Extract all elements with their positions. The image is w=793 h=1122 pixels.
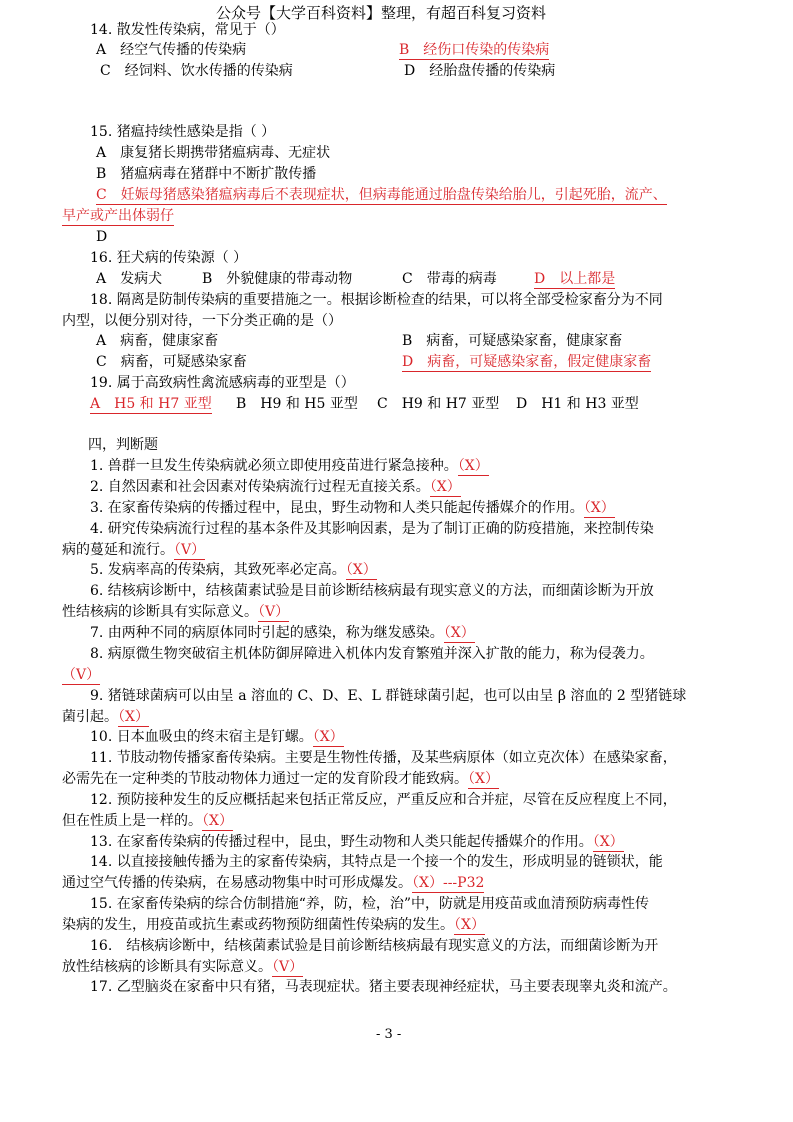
judgement-12-line1: 12. 预防接种发生的反应概括起来包括正常反应，严重反应和合并症，尽管在反应程度上不同， [90,792,677,808]
q18-option-b: B 病畜，可疑感染家畜，健康家畜 [402,333,623,349]
q16-option-c: C 带毒的病毒 [402,271,497,287]
judgement-15-line1: 15. 在家畜传染病的综合仿制措施“养，防，检，治”中，防就是用疫苗或血清预防病毒性传 [90,896,650,912]
judgement-2: 2. 自然因素和社会因素对传染病流行过程无直接关系。（X） [90,479,461,495]
judgement-1: 1. 兽群一旦发生传染病就必须立即使用疫苗进行紧急接种。（X） [90,458,489,474]
q14-option-d: D 经胎盘传播的传染病 [404,63,556,79]
q16-option-d: D 以上都是 [534,271,616,287]
judgement-9-line2: 菌引起。（X） [62,709,149,725]
q18-option-a: A 病畜，健康家畜 [96,333,219,349]
judgement-13: 13. 在家畜传染病的传播过程中，昆虫，野生动物和人类只能起传播媒介的作用。（X） [90,834,624,850]
q19-stem: 19. 属于高致病性禽流感病毒的亚型是（） [90,375,355,391]
q14-option-c: C 经饲料、饮水传播的传染病 [100,63,293,79]
judgement-12-line2: 但在性质上是一样的。（X） [62,813,233,829]
judgement-14-line2: 通过空气传播的传染病，在易感动物集中时可形成爆发。（X）---P32 [62,875,485,891]
judgement-8-answer: （V） [62,667,101,683]
judgement-6-line2: 性结核病的诊断具有实际意义。（V） [62,604,290,620]
q18-stem-line2: 内型，以便分别对待，一下分类正确的是（） [62,313,342,329]
q15-option-a: A 康复猪长期携带猪瘟病毒、无症状 [96,145,331,161]
judgement-6-line1: 6. 结核病诊断中，结核菌素试验是目前诊断结核病最有现实意义的方法，而细菌诊断为开放 [90,583,654,599]
q16-option-a: A 发病犬 [96,271,163,287]
q15-option-d: D [96,229,108,245]
page-number: - 3 - [376,1027,402,1042]
q14-stem: 14. 散发性传染病，常见于（） [90,22,285,38]
page-header: 公众号【大学百科资料】整理，有超百科复习资料 [216,4,547,22]
judgement-11-line2: 必需先在一定种类的节肢动物体力通过一定的发育阶段才能致病。（X） [62,771,499,787]
q19-option-b: B H9 和 H5 亚型 [236,396,358,412]
q15-option-b: B 猪瘟病毒在猪群中不断扩散传播 [96,166,317,182]
judgement-8-line1: 8. 病原微生物突破宿主机体防御屏障进入机体内发育繁殖并深入扩散的能力，称为侵袭力。 [90,646,654,662]
q14-option-a: A 经空气传播的传染病 [96,42,247,58]
judgement-4-line1: 4. 研究传染病流行过程的基本条件及其影响因素，是为了制订正确的防疫措施，来控制传染 [90,521,654,537]
q18-option-c: C 病畜，可疑感染家畜 [96,354,247,370]
q18-stem-line1: 18. 隔离是防制传染病的重要措施之一。根据诊断检查的结果，可以将全部受检家畜分为不同 [90,292,663,308]
judgement-5: 5. 发病率高的传染病，其致死率必定高。（X） [90,562,377,578]
judgement-10: 10. 日本血吸虫的终末宿主是钉螺。（X） [90,729,344,745]
q16-stem: 16. 狂犬病的传染源（ ） [90,250,248,266]
judgement-16-line2: 放性结核病的诊断具有实际意义。（V） [62,959,304,975]
q15-stem: 15. 猪瘟持续性感染是指（ ） [90,124,276,140]
judgement-11-line1: 11. 节肢动物传播家畜传染病。主要是生物性传播，及某些病原体（如立克次体）在感染家畜， [90,750,677,766]
judgement-16-line1: 16. 结核病诊断中，结核菌素试验是目前诊断结核病最有现实意义的方法，而细菌诊断为开 [90,938,659,954]
judgement-7: 7. 由两种不同的病原体同时引起的感染，称为继发感染。（X） [90,625,475,641]
q14-option-b: B 经伤口传染的传染病 [399,42,550,58]
q18-option-d: D 病畜，可疑感染家畜，假定健康家畜 [402,354,652,370]
judgement-4-line2: 病的蔓延和流行。（V） [62,542,206,558]
q16-option-b: B 外貌健康的带毒动物 [202,271,353,287]
judgement-14-line1: 14. 以直接接触传播为主的家畜传染病，其特点是一个接一个的发生，形成明显的链锁状，能 [90,854,663,870]
q19-option-c: C H9 和 H7 亚型 [377,396,500,412]
q19-option-a: A H5 和 H7 亚型 [90,396,212,412]
judgement-3: 3. 在家畜传染病的传播过程中，昆虫，野生动物和人类只能起传播媒介的作用。（X） [90,500,615,516]
section-heading-judgement: 四，判断题 [88,437,158,453]
q15-option-c-line1: C 妊娠母猪感染猪瘟病毒后不表现症状，但病毒能通过胎盘传染给胎儿，引起死胎，流产、 [96,187,667,203]
judgement-9-line1: 9. 猪链球菌病可以由呈 a 溶血的 C、D、E、L 群链球菌引起，也可以由呈 β 溶血的 2 型猪链球 [90,688,687,704]
judgement-15-line2: 染病的发生，用疫苗或抗生素或药物预防细菌性传染病的发生。（X） [62,917,485,933]
q15-option-c-line2: 早产或产出体弱仔 [62,208,174,224]
judgement-17: 17. 乙型脑炎在家畜中只有猪，马表现症状。猪主要表现神经症状，马主要表现睾丸炎和流产。 [90,979,677,995]
q19-option-d: D H1 和 H3 亚型 [516,396,639,412]
